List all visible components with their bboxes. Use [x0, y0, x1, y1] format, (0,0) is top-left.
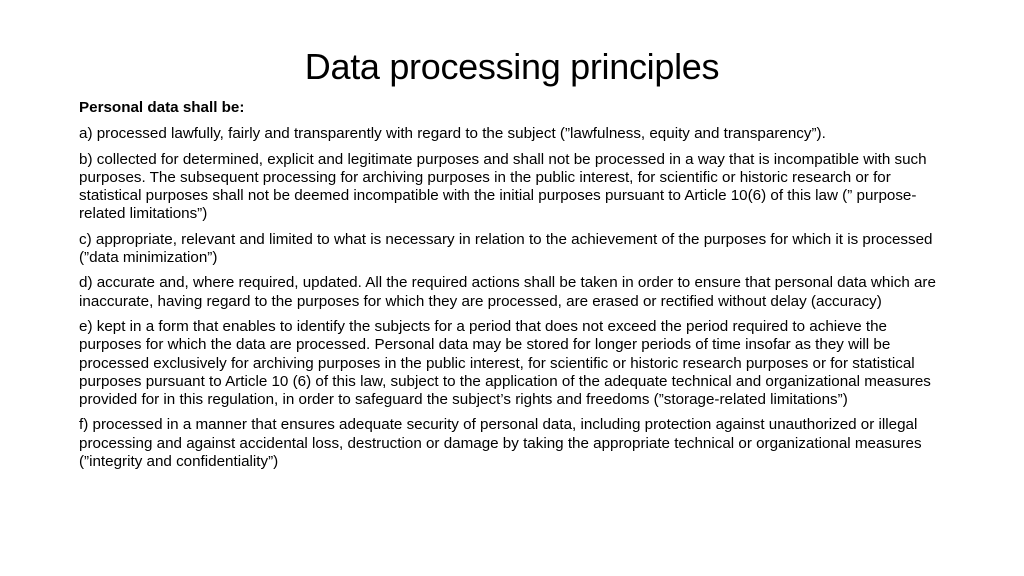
slide-title: Data processing principles [304, 46, 720, 87]
lead-text: Personal data shall be: [79, 99, 245, 116]
principle-f-paragraph: f) processed in a manner that ensures adequate security of personal data, including protection against unauthorized or illegal processing and against accidental loss, destruction or damage by taking the appropriate technical or organizational measures (”integrity and confidentiality”) [79, 416, 922, 471]
principle-d-paragraph: d) accurate and, where required, updated. All the required actions shall be taken in order to ensure that personal data which are inaccurate, having regard to the purposes for which they are processed, are erased or rectified without delay (accuracy) [79, 274, 936, 310]
principle-a-paragraph: a) processed lawfully, fairly and transparently with regard to the subject (”lawfulness, equity and transparency”). [79, 125, 826, 143]
principle-e-paragraph: e) kept in a form that enables to identify the subjects for a period that does not exceed the period required to achieve the purposes for which the data are processed. Personal data may be stored for longer periods of time insofar as they will be processed exclusively for archiving purposes in the public interest, for scientific or historic research purposes or for statistical purposes pursuant to Article 10 (6) of this law, subject to the application of the adequate technical and organizational measures provided for in this regulation, in order to safeguard the subject’s rights and freedoms (”storage-related limitations”) [79, 317, 931, 409]
principle-b-paragraph: b) collected for determined, explicit and legitimate purposes and shall not be processed in a way that is incompatible with such purposes. The subsequent processing for archiving purposes in the public interest, for scientific or historic research or for statistical purposes shall not be deemed incompatible with the initial purposes pursuant to Article 10(6) of this law (” purpose-related limitations”) [79, 150, 927, 223]
principle-c-paragraph: c) appropriate, relevant and limited to what is necessary in relation to the achievement of the purposes for which it is processed (”data minimization”) [79, 230, 933, 267]
slide-body [79, 99, 945, 478]
